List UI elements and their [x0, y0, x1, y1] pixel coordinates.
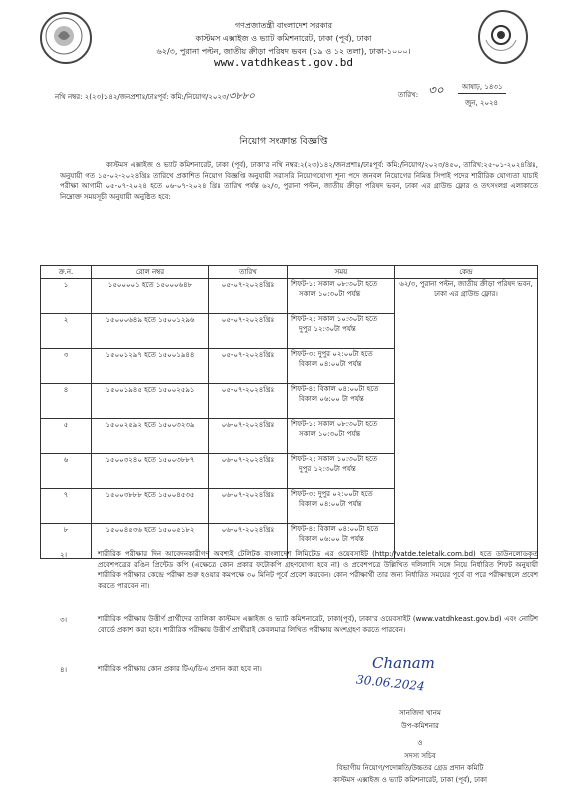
- handwritten-signature-date: 30.06.2024: [355, 672, 426, 694]
- row-time-start: শিফট-৪: বিকাল ০৪:০০টা হতে: [291, 525, 379, 533]
- date-day-handwritten: ৩০: [428, 83, 444, 97]
- header-time: সময়: [288, 266, 395, 279]
- signatory-role: সদস্য সচিব: [404, 752, 436, 760]
- date-bangla: আষাঢ়, ১৪৩১: [462, 83, 503, 91]
- row-time: [288, 489, 395, 524]
- date-english: জুন, ২০২৪: [465, 99, 499, 107]
- date-divider: [458, 93, 506, 94]
- point-3-text: শারীরিক পরীক্ষায় উত্তীর্ণ প্রার্থীদের তালিকা কাস্টমস এক্সাইজ ও ভ্যাট কমিশনারেট, ঢাকা(পূর্ব), ঢাকা'র ওয়েবসাইট (www.vatdhkeast.gov.bd) এবং নোটিশ বোর্ডে প্রকাশ করা হবে। শারীরিক পরীক্ষায় উত্তীর্ণ প্রার্থীরাই কেবলমাত্র লিখিত পরীক্ষায় অংশগ্রহণ করতে পারবেন।: [98, 615, 538, 634]
- govt-name: গণপ্রজাতন্ত্রী বাংলাদেশ সরকার: [234, 21, 333, 30]
- row-serial: ৮: [41, 524, 92, 559]
- row-serial: ৭: [41, 489, 92, 524]
- header-serial: ক্র.ন.: [41, 266, 92, 279]
- row-serial: ২: [41, 314, 92, 349]
- signatory-committee: বিভাগীয় নিয়োগ/পদোন্নতি/উচ্চতর গ্রেড প্রদান কমিটি: [336, 764, 484, 772]
- row-time: [288, 314, 395, 349]
- row-serial: ৪: [41, 384, 92, 419]
- file-number: নথি নম্বর: ২(২৩)১৪২/জনপ্রশাঃ/ঢাঃপূর্ব: কমি:/নিয়োগ/২০২৩/৩৮৮০: [55, 91, 255, 102]
- row-time-end: দুপুর ১২:৩০টা পর্যন্ত: [299, 465, 356, 473]
- file-number-handwritten: ৩৮৮০: [228, 91, 255, 102]
- row-date: ০৬-০৭-২০২৪খ্রিঃ: [209, 524, 288, 559]
- office-address: ৬২/৩, পুরানা পল্টন, জাতীয় ক্রীড়া পরিষদ ভবন (১৯ ও ১২ তলা), ঢাকা-১০০০।: [156, 47, 411, 56]
- point-2-text: শারীরিক পরীক্ষার দিন আবেদনকারীগণ অবশ্যই টেলিটক বাংলাদেশ লিমিটেড এর ওয়েবসাইট (http://vatde.teletalk.com.bd) হতে ডাউনলোডকৃত প্রবেশপত্রের রঙিন প্রিন্টেড কপি (এক্ষেত্রে কোন প্রকার ফটোকপি গ্রহণযোগ্য হবে না) ও প্রবেশপত্রে উল্লিখিত দলিলাদি সঙ্গে নিয়ে নির্ধারিত শিফট অনুযায়ী শারীরিক পরীক্ষার কেন্দ্রে পরীক্ষা শুরু হওয়ার কমপক্ষে ৩০ মিনিট পূর্বে প্রবেশ করবেন। কোন পরীক্ষার্থী তার জন্য নির্ধারিত সময়ের পূর্বে বা পরে পরীক্ষাস্থলে প্রবেশ করতে পারবেন না।: [98, 550, 538, 590]
- notice-title: নিয়োগ সংক্রান্ত বিজ্ঞপ্তি: [239, 136, 328, 147]
- row-time-end: দুপুর ১২:৩০টা পর্যন্ত: [299, 325, 356, 333]
- row-time-start: শিফট-৪: বিকাল ০৪:০০টা হতে: [291, 385, 379, 393]
- row-date: ০৬-০৭-২০২৪খ্রিঃ: [209, 454, 288, 489]
- row-date: ০৫-০৭-২০২৪খ্রিঃ: [209, 349, 288, 384]
- row-roll-range: ১৫০০২৫৯২ হতে ১৫০০৩২৩৯: [92, 419, 209, 454]
- office-website[interactable]: www.vatdhkeast.gov.bd: [213, 56, 354, 69]
- point-2-number: ২।: [60, 551, 68, 559]
- table-row: [41, 279, 538, 314]
- point-3-number: ৩।: [60, 616, 68, 624]
- row-roll-range: ১৫০০১২৯৭ হতে ১৫০০১৯৪৪: [92, 349, 209, 384]
- row-date: ০৫-০৭-২০২৪খ্রিঃ: [209, 279, 288, 314]
- intro-paragraph: কাস্টমস এক্সাইজ ও ভ্যাট কমিশনারেট, ঢাকা (পূর্ব), ঢাকা'র নথি নম্বর:২(২৩)১৪২/জনপ্রশাঃ/ঢাঃপূর্ব: কমি:/নিয়োগ/২০২৩/৪৫০, তারিখ:২৫-০১-২০২৪খ্রিঃ, অনুযায়ী গত ১৫-০২-২০২৪খ্রিঃ তারিখে প্রকাশিত নিয়োগ বিজ্ঞপ্তি অনুযায়ী সরাসরি নিয়োগযোগ্য শূন্য পদে জনবল নিয়োগের নিমিত্ত সিপাই পদের শারীরিক যোগ্যতা যাচাই পরীক্ষা আগামী ০৫-০৭-২০২৪ হতে ০৬-০৭-২০২৪ খ্রিঃ তারিখ পর্যন্ত ৬২/৩, পুরানা পল্টন, জাতীয় ক্রীড়া পরিষদ ভবন, ঢাকা এর গ্রাউন্ড ফ্লোর ও তৎসংলগ্ন এলাকাতে নিম্নোক্ত সময়সূচী অনুযায়ী অনুষ্ঠিত হবে:: [60, 161, 538, 201]
- row-time-start: শিফট-১: সকাল ০৮:৩০টা হতে: [291, 420, 378, 428]
- row-time-end: বিকাল ০৬:০০ টা পর্যন্ত: [299, 395, 364, 403]
- row-time-end: বিকাল ০৪:০০টা পর্যন্ত: [299, 500, 362, 508]
- row-time-end: সকাল ১০:৩০টা পর্যন্ত: [299, 430, 361, 438]
- row-time: [288, 419, 395, 454]
- row-time-start: শিফট-৩: দুপুর ০২:০০টা হতে: [291, 350, 373, 358]
- row-roll-range: ১৫০০৩২৪০ হতে ১৫০০৩৮৮৭: [92, 454, 209, 489]
- row-roll-range: ১৫০০১৯৪৫ হতে ১৫০০২৫৯১: [92, 384, 209, 419]
- row-time: [288, 384, 395, 419]
- header-roll: রোল নম্বর: [92, 266, 209, 279]
- row-date: ০৬-০৭-২০২৪খ্রিঃ: [209, 489, 288, 524]
- signatory-and: ও: [417, 739, 423, 747]
- row-date: ০৫-০৭-২০২৪খ্রিঃ: [209, 384, 288, 419]
- row-time: [288, 454, 395, 489]
- schedule-table: [40, 265, 538, 559]
- header-date: তারিখ: [209, 266, 288, 279]
- office-name: কাস্টমস এক্সাইজ ও ভ্যাট কমিশনারেট, ঢাকা (পূর্ব), ঢাকা: [195, 34, 372, 43]
- point-4-text: শারীরিক পরীক্ষায় কোন প্রকার টিএ/ডিএ প্রদান করা হবে না।: [98, 665, 262, 673]
- row-time-start: শিফট-২: সকাল ১০:৩০টা হতে: [291, 455, 378, 463]
- row-date: ০৬-০৭-২০২৪খ্রিঃ: [209, 419, 288, 454]
- date-label: তারিখ:: [398, 91, 419, 99]
- handwritten-signature: Chanam: [372, 654, 435, 672]
- row-time: [288, 279, 395, 314]
- table-header-row: [41, 266, 538, 279]
- row-time-start: শিফট-১: সকাল ০৮:৩০টা হতে: [291, 280, 378, 288]
- row-time-start: শিফট-৩: দুপুর ০২:০০টা হতে: [291, 490, 373, 498]
- row-serial: ৬: [41, 454, 92, 489]
- point-4-number: ৪।: [60, 666, 68, 674]
- row-date: ০৫-০৭-২০২৪খ্রিঃ: [209, 314, 288, 349]
- exam-center: ৬২/৩, পুরানা পল্টন, জাতীয় ক্রীড়া পরিষদ ভবন, ঢাকা এর গ্রাউন্ড ফ্লোর।: [395, 279, 538, 559]
- signatory-name: সানজিদা খানম: [399, 709, 441, 717]
- row-time-start: শিফট-২: সকাল ১০:৩০টা হতে: [291, 315, 378, 323]
- signatory-office: কাস্টমস এক্সাইজ ও ভ্যাট কমিশনারেট, ঢাকা (পূর্ব), ঢাকা: [332, 776, 488, 784]
- row-serial: ৫: [41, 419, 92, 454]
- signatory-designation: উপ-কমিশনার: [401, 722, 439, 730]
- row-serial: ৩: [41, 349, 92, 384]
- header-center: কেন্দ্র: [395, 266, 538, 279]
- row-time-end: বিকাল ০৬:০০ টা পর্যন্ত: [299, 535, 364, 543]
- row-roll-range: ১৫০০৪৫৩৬ হতে ১৫০০৫১৮২: [92, 524, 209, 559]
- row-roll-range: ১৫০০৩৮৮৮ হতে ১৫০০৪৫৩৫: [92, 489, 209, 524]
- row-roll-range: ১৫০০০৬৪৯ হতে ১৫০০১২৯৬: [92, 314, 209, 349]
- row-time: [288, 349, 395, 384]
- row-time-end: সকাল ১০:৩০টা পর্যন্ত: [299, 290, 361, 298]
- row-roll-range: ১৫০০০০১ হতে ১৫০০০৬৪৮: [92, 279, 209, 314]
- row-time-end: বিকাল ০৪:০০টা পর্যন্ত: [299, 360, 362, 368]
- row-serial: ১: [41, 279, 92, 314]
